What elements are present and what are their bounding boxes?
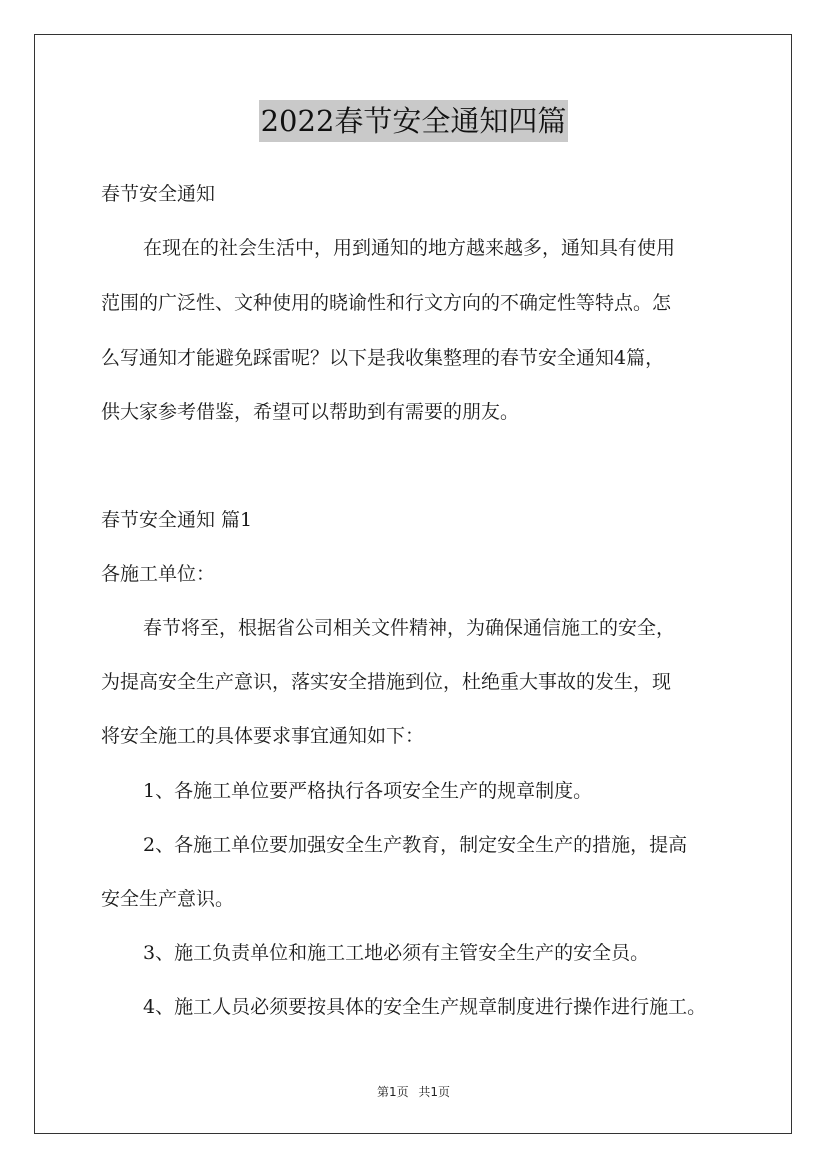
page-footer xyxy=(0,1083,827,1100)
paragraph-line: 为提高安全生产意识，落实安全措施到位，杜绝重大事故的发生，现 xyxy=(101,671,672,693)
paragraph-line: 么写通知才能避免踩雷呢？以下是我收集整理的春节安全通知4篇， xyxy=(101,347,665,369)
paragraph-line: 将安全施工的具体要求事宜通知如下： xyxy=(101,725,425,747)
title-container xyxy=(0,100,827,142)
list-item-continuation: 安全生产意识。 xyxy=(101,888,235,910)
section-heading: 春节安全通知 xyxy=(101,183,216,205)
list-item: 3、施工负责单位和施工工地必须有主管安全生产的安全员。 xyxy=(143,942,650,964)
paragraph-line: 供大家参考借鉴，希望可以帮助到有需要的朋友。 xyxy=(101,401,520,423)
page-total: 共1页 xyxy=(418,1085,451,1099)
page-number: 第1页 xyxy=(376,1085,409,1099)
list-item: 1、各施工单位要严格执行各项安全生产的规章制度。 xyxy=(143,780,593,802)
list-item: 4、施工人员必须要按具体的安全生产规章制度进行操作进行施工。 xyxy=(143,996,707,1018)
paragraph-line: 范围的广泛性、文种使用的晓谕性和行文方向的不确定性等特点。怎 xyxy=(101,292,672,314)
paragraph-line: 在现在的社会生活中，用到通知的地方越来越多，通知具有使用 xyxy=(143,237,676,259)
paragraph-line: 春节将至，根据省公司相关文件精神，为确保通信施工的安全， xyxy=(143,617,676,639)
list-item: 2、各施工单位要加强安全生产教育，制定安全生产的措施，提高 xyxy=(143,834,688,856)
document-title: 2022春节安全通知四篇 xyxy=(259,100,569,142)
section-heading: 春节安全通知 篇1 xyxy=(101,509,253,531)
salutation: 各施工单位： xyxy=(101,563,216,585)
